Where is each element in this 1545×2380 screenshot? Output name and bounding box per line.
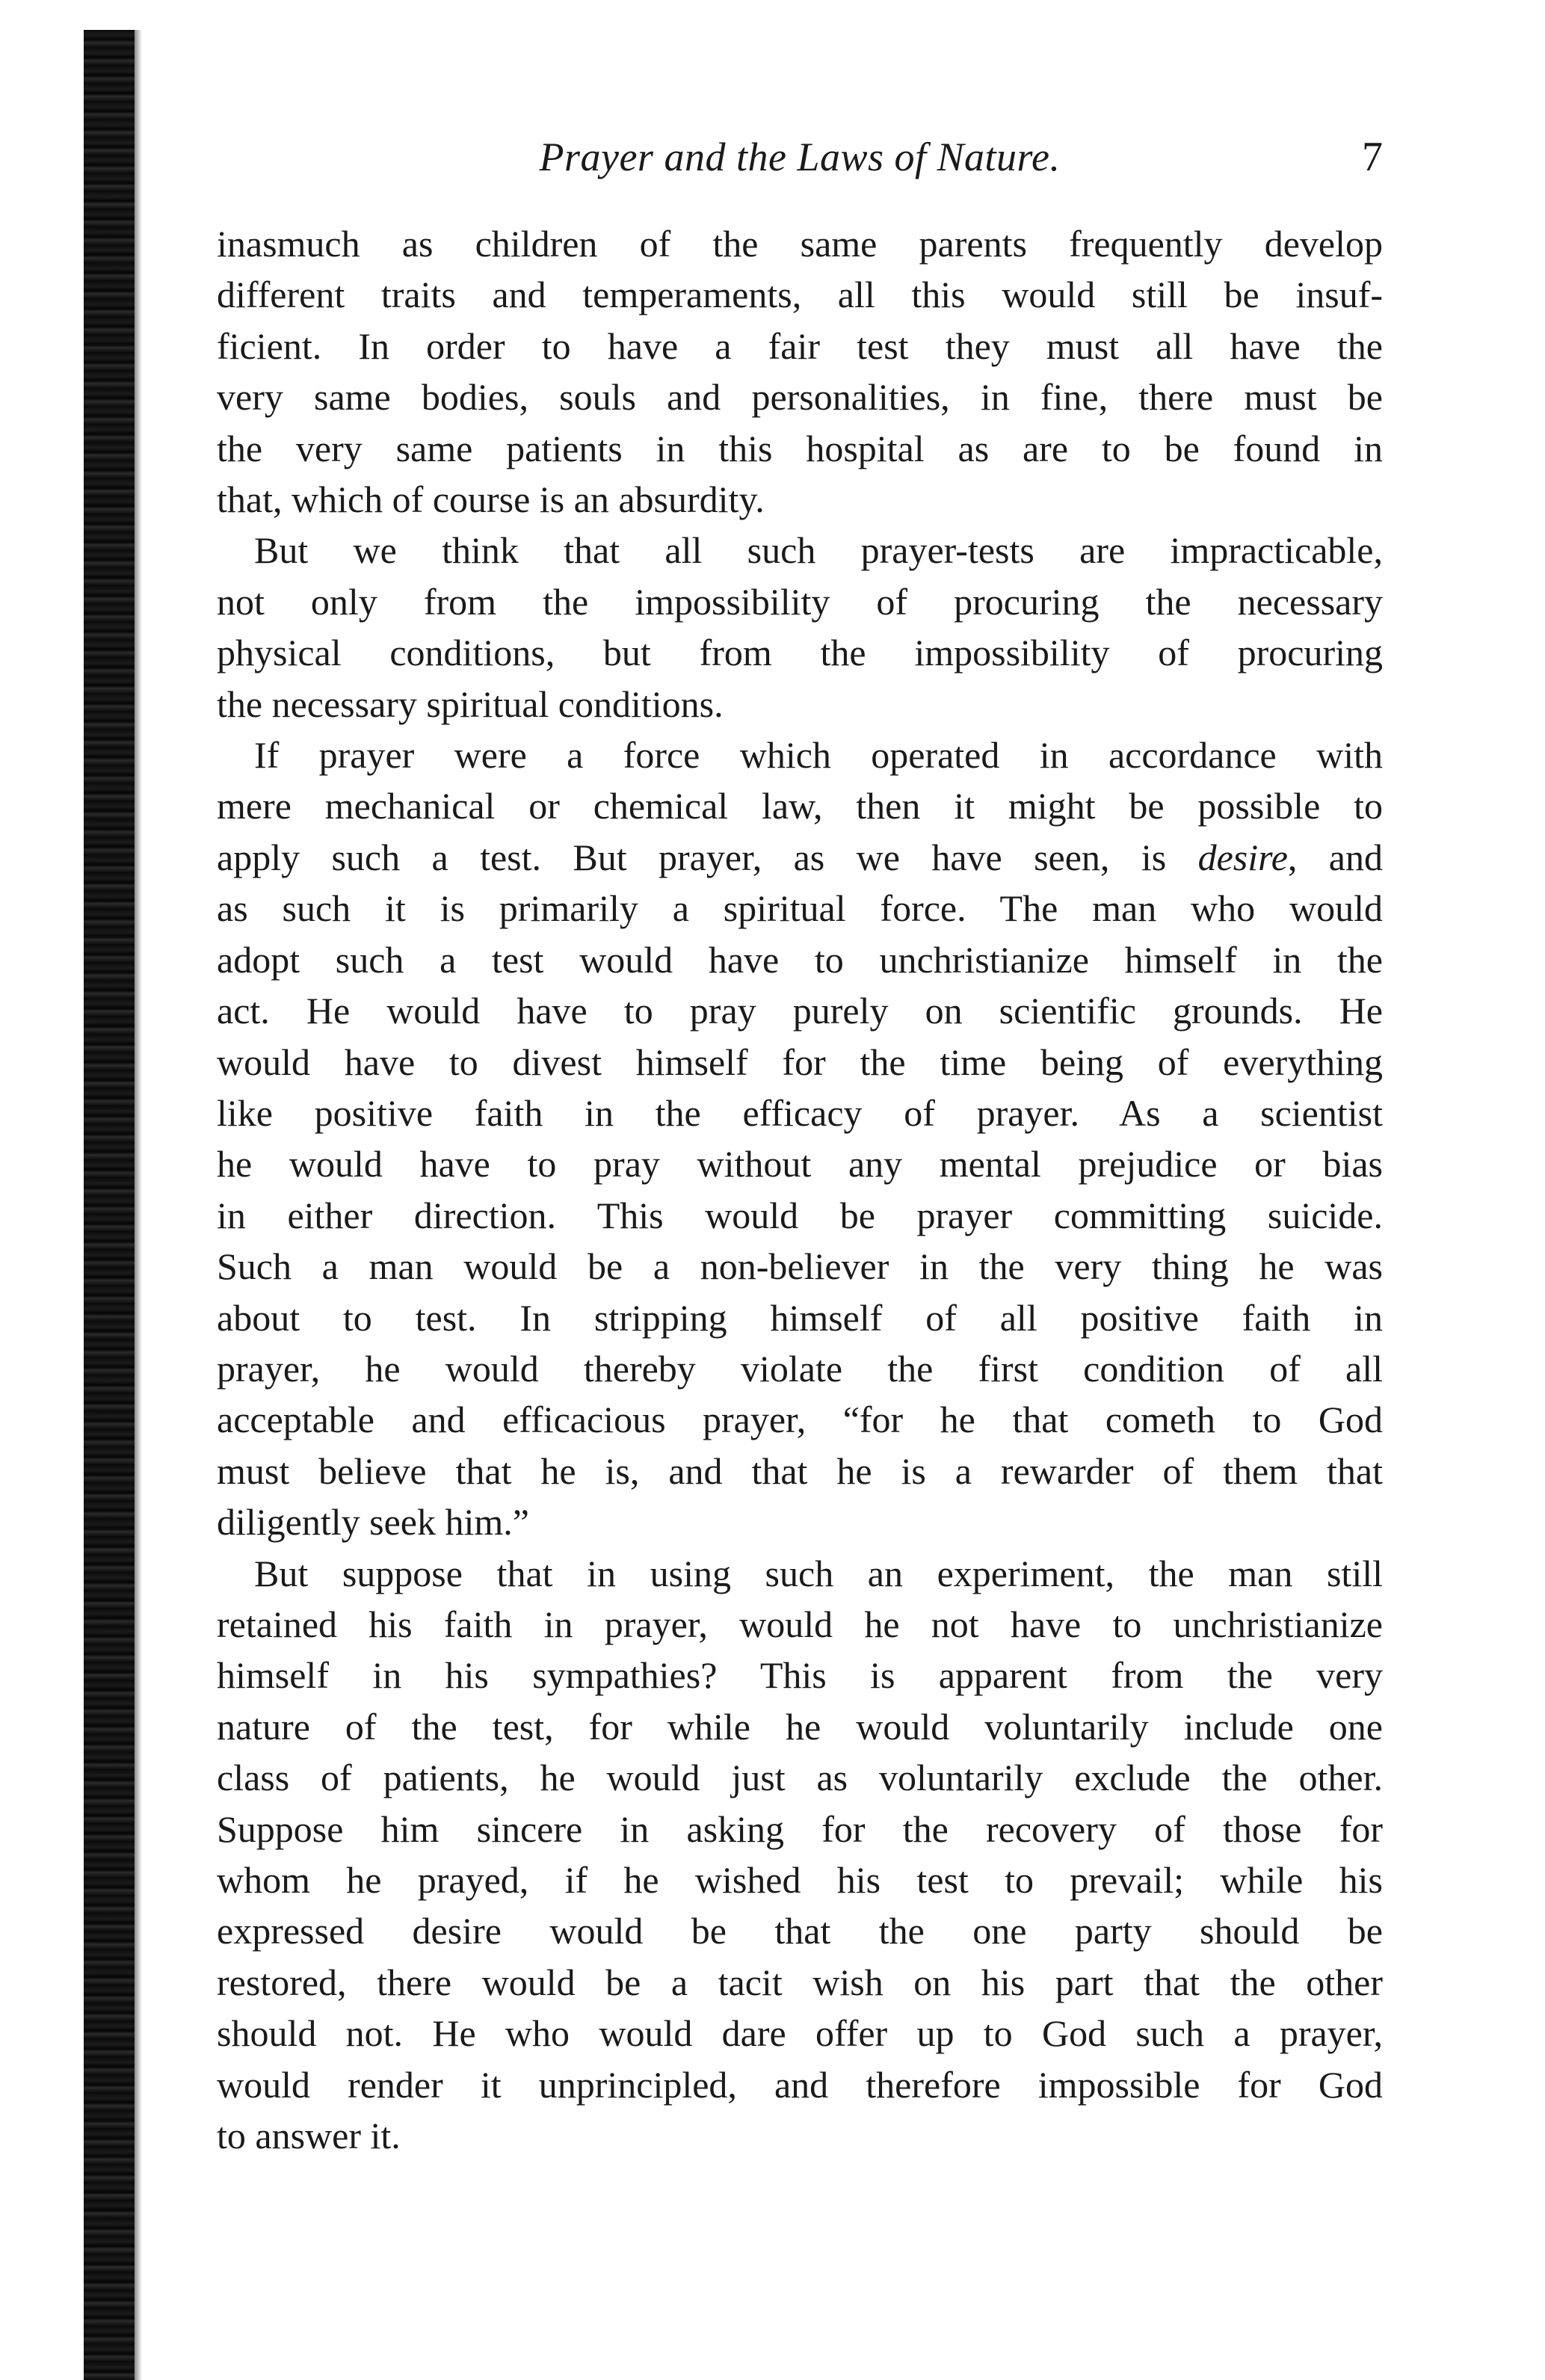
running-title: Prayer and the Laws of Nature.: [539, 135, 1061, 179]
text-line: mere mechanical or chemical law, then it might be possible to: [217, 785, 1383, 827]
text-line: act. He would have to pray purely on scientific grounds. He: [217, 990, 1383, 1032]
text-line: But we think that all such prayer-tests are impracticable,: [254, 529, 1383, 572]
text-line: inasmuch as children of the same parents frequently develop: [217, 223, 1383, 265]
text-line: [217, 832, 1383, 883]
text-line: prayer, he would thereby violate the first condition of all: [217, 1347, 1383, 1390]
body-text: [217, 218, 1383, 2161]
text-line: very same bodies, souls and personalities, in fine, there must be: [217, 376, 1383, 419]
text-line: Such a man would be a non-believer in the very thing he was: [217, 1245, 1383, 1288]
text-line: not only from the impossibility of procuring the necessary: [217, 580, 1383, 623]
text-line: acceptable and efficacious prayer, “for he that cometh to God: [217, 1399, 1383, 1441]
text-line: If prayer were a force which operated in accordance with: [254, 734, 1383, 777]
text-line: ficient. In order to have a fair test they must all have the: [217, 324, 1383, 367]
page-number: 7: [1362, 134, 1383, 180]
text-segment: , and: [1287, 836, 1383, 878]
text-line: retained his faith in prayer, would he not have to unchristianize: [217, 1603, 1383, 1645]
text-line: in either direction. This would be prayer committing suicide.: [217, 1194, 1383, 1236]
text-line: he would have to pray without any mental prejudice or bias: [217, 1143, 1383, 1186]
text-line: about to test. In stripping himself of all positive faith in: [217, 1296, 1383, 1339]
emphasis-desire: desire: [1197, 836, 1288, 878]
text-line: whom he prayed, if he wished his test to prevail; while his: [217, 1859, 1383, 1901]
text-line: himself in his sympathies? This is apparent from the very: [217, 1654, 1383, 1697]
text-line: different traits and temperaments, all this would still be insuf-: [217, 274, 1383, 316]
page-header: [217, 127, 1383, 187]
text-line: that, which of course is an absurdity.: [217, 478, 765, 521]
text-line: should not. He who would dare offer up to God such a prayer,: [217, 2012, 1383, 2055]
text-line: restored, there would be a tacit wish on his part that the other: [217, 1961, 1383, 2003]
text-line: class of patients, he would just as voluntarily exclude the other.: [217, 1757, 1383, 1799]
book-page: [217, 0, 1383, 2380]
text-line: would render it unprincipled, and therefore impossible for God: [217, 2063, 1383, 2106]
text-line: nature of the test, for while he would voluntarily include one: [217, 1705, 1383, 1748]
text-line: the necessary spiritual conditions.: [217, 682, 724, 725]
text-line: diligently seek him.”: [217, 1501, 529, 1544]
text-line: But suppose that in using such an experiment, the man still: [254, 1552, 1383, 1594]
book-binding-edge: [84, 30, 135, 2380]
text-segment: apply such a test. But prayer, as we have seen, is: [217, 836, 1167, 878]
text-line: adopt such a test would have to unchristianize himself in the: [217, 938, 1383, 981]
text-line: Suppose him sincere in asking for the recovery of those for: [217, 1807, 1383, 1850]
text-line: would have to divest himself for the time being of everything: [217, 1041, 1383, 1083]
text-line: physical conditions, but from the impossibility of procuring: [217, 632, 1383, 674]
text-line: as such it is primarily a spiritual force. The man who would: [217, 887, 1383, 930]
text-line: must believe that he is, and that he is a rewarder of them that: [217, 1449, 1383, 1492]
text-line: the very same patients in this hospital as are to be found in: [217, 427, 1383, 469]
text-line: expressed desire would be that the one party should be: [217, 1910, 1383, 1952]
text-line: like positive faith in the efficacy of prayer. As a scientist: [217, 1091, 1383, 1134]
text-line: to answer it.: [217, 2115, 401, 2157]
